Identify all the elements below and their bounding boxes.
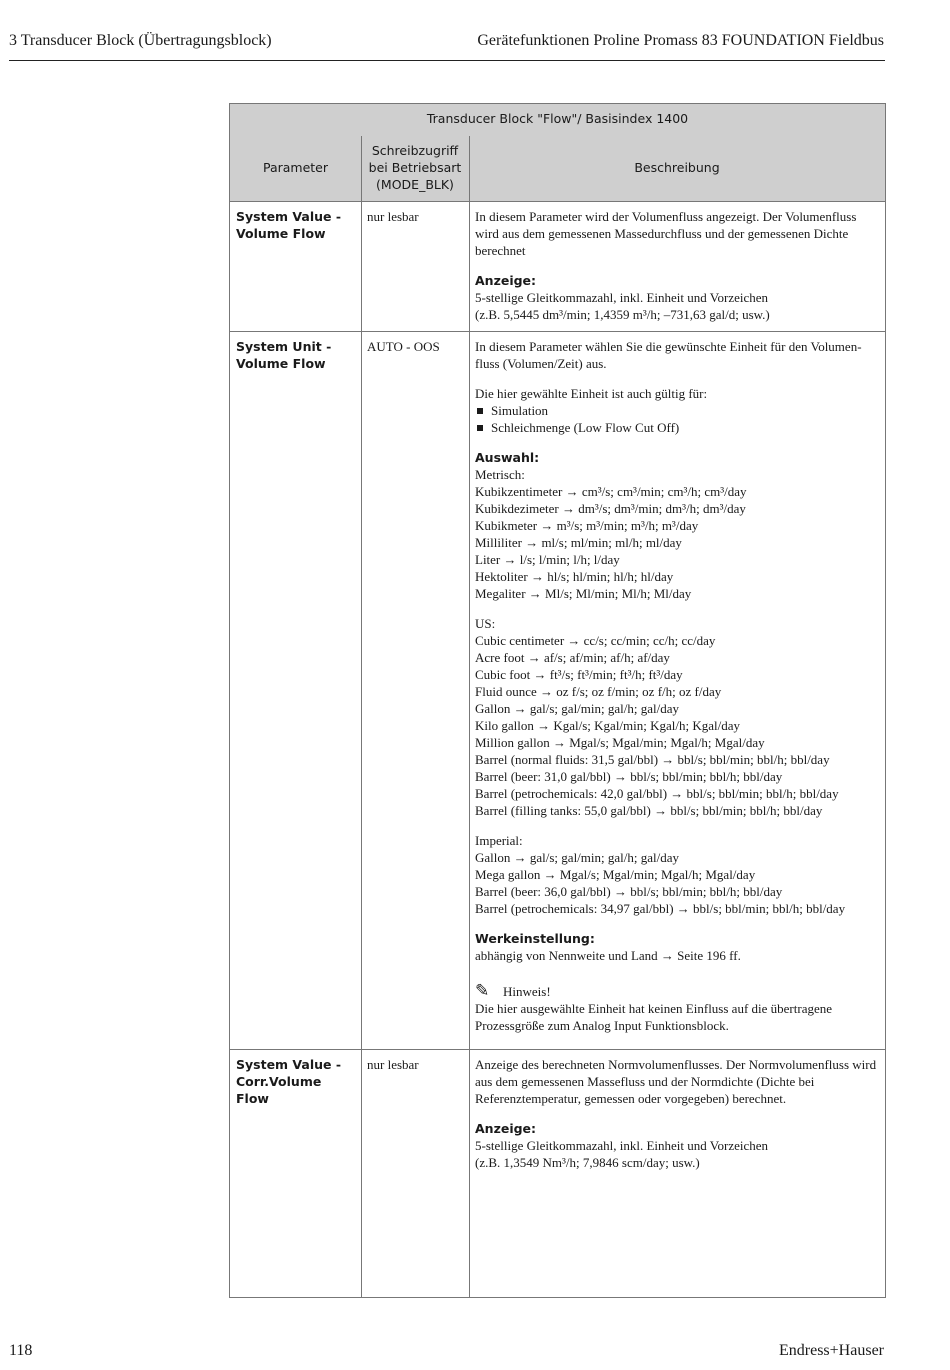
param-name: [236, 208, 358, 242]
unit-line: Cubic foot → ft³/s; ft³/min; ft³/h; ft³/day: [475, 667, 683, 682]
unit-line: Kubikmeter → m³/s; m³/min; m³/h; m³/day: [475, 518, 699, 533]
description-text: Anzeige des berechneten Normvolumenflusses. Der Normvolumenfluss wird aus dem gemessenen Massefluss und der Normdichte (Dichte bei Referenztemperatur, gemessen oder vorgegeben) berechnet.: [475, 1057, 877, 1106]
unit-line: Mega gallon → Mgal/s; Mgal/min; Mgal/h; Mgal/day: [475, 867, 756, 882]
unit-line: Megaliter → Ml/s; Ml/min; Ml/h; Ml/day: [475, 586, 692, 601]
unit-line: Million gallon → Mgal/s; Mgal/min; Mgal/h; Mgal/day: [475, 735, 765, 750]
param-name: [236, 338, 358, 372]
display-label: Anzeige:: [475, 1121, 537, 1136]
selection-label: Auswahl:: [475, 450, 540, 465]
col-header-access-line: Schreibzugriff: [371, 143, 459, 158]
bullet-text: Simulation: [491, 403, 549, 418]
unit-line: Gallon → gal/s; gal/min; gal/h; gal/day: [475, 701, 679, 716]
unit-line: Barrel (normal fluids: 31,5 gal/bbl) → bbl/s; bbl/min; bbl/h; bbl/day: [475, 752, 830, 767]
table-title: Transducer Block "Flow"/ Basisindex 1400: [426, 111, 689, 126]
unit-line: Acre foot → af/s; af/min; af/h; af/day: [475, 650, 670, 665]
unit-line: Kubikdezimeter → dm³/s; dm³/min; dm³/h; dm³/day: [475, 501, 746, 516]
description-text: In diesem Parameter wird der Volumenfluss angezeigt. Der Volumenfluss wird aus dem gemessenen Massedurchfluss und der gemessenen Dichte berechnet: [475, 209, 857, 258]
display-text: 5-stellige Gleitkommazahl, inkl. Einheit und Vorzeichen: [475, 290, 769, 305]
param-description: [475, 208, 880, 323]
description-text: Die hier gewählte Einheit ist auch gültig für:: [475, 386, 708, 401]
unit-line: Milliliter → ml/s; ml/min; ml/h; ml/day: [475, 535, 682, 550]
param-name: [236, 1056, 358, 1107]
col-header-access: [361, 142, 469, 193]
unit-line: Metrisch:: [475, 467, 525, 482]
bullet-item: [475, 419, 880, 436]
display-example: (z.B. 5,5445 dm³/min; 1,4359 m³/h; –731,63 gal/d; usw.): [475, 307, 770, 322]
param-access: nur lesbar: [367, 1057, 419, 1072]
col-header-description: Beschreibung: [634, 160, 720, 175]
default-value: abhängig von Nennweite und Land → Seite 196 ff.: [475, 948, 741, 963]
unit-line: Barrel (beer: 31,0 gal/bbl) → bbl/s; bbl/min; bbl/h; bbl/day: [475, 769, 783, 784]
unit-line: Barrel (petrochemicals: 34,97 gal/bbl) → bbl/s; bbl/min; bbl/h; bbl/day: [475, 901, 846, 916]
header-rule: [9, 60, 885, 61]
pencil-note-icon: ✎: [475, 981, 490, 1000]
bullet-item: [475, 402, 880, 419]
row-divider: [230, 1049, 885, 1050]
param-name-line: System Unit -: [236, 339, 332, 354]
param-name-line: System Value -: [236, 209, 342, 224]
unit-line: Imperial:: [475, 833, 523, 848]
running-header-title: Gerätefunktionen Proline Promass 83 FOUNDATION Fieldbus: [477, 32, 884, 49]
unit-line: Barrel (petrochemicals: 42,0 gal/bbl) → bbl/s; bbl/min; bbl/h; bbl/day: [475, 786, 839, 801]
column-divider: [469, 201, 470, 1297]
parameter-table: [229, 103, 886, 1298]
param-description: [475, 338, 880, 1034]
unit-line: Cubic centimeter → cc/s; cc/min; cc/h; cc/day: [475, 633, 716, 648]
running-header-section: 3 Transducer Block (Übertragungsblock): [9, 32, 272, 49]
brand-name: Endress+Hauser: [779, 1342, 884, 1359]
param-description: [475, 1056, 880, 1171]
bullet-square-icon: [477, 425, 483, 431]
unit-line: Barrel (beer: 36,0 gal/bbl) → bbl/s; bbl/min; bbl/h; bbl/day: [475, 884, 783, 899]
col-header-access-line: (MODE_BLK): [376, 177, 454, 192]
display-label: Anzeige:: [475, 273, 537, 288]
param-name-line: Volume Flow: [236, 356, 326, 371]
note-heading: [475, 982, 880, 1000]
col-header-parameter: Parameter: [262, 160, 329, 175]
row-divider: [230, 331, 885, 332]
note-text: Die hier ausgewählte Einheit hat keinen Einfluss auf die übertragene Prozessgröße zum Analog Input Funktionsblock.: [475, 1001, 833, 1033]
unit-line: US:: [475, 616, 496, 631]
param-name-line: Volume Flow: [236, 226, 326, 241]
unit-line: Kilo gallon → Kgal/s; Kgal/min; Kgal/h; Kgal/day: [475, 718, 741, 733]
param-access: nur lesbar: [367, 209, 419, 224]
unit-line: Hektoliter → hl/s; hl/min; hl/h; hl/day: [475, 569, 674, 584]
description-text: In diesem Parameter wählen Sie die gewünschte Einheit für den Volumen-fluss (Volumen/Zeit) aus.: [475, 339, 862, 371]
page-number: 118: [9, 1342, 33, 1359]
param-name-line: Corr.Volume Flow: [236, 1074, 322, 1106]
unit-line: Barrel (filling tanks: 55,0 gal/bbl) → bbl/s; bbl/min; bbl/h; bbl/day: [475, 803, 823, 818]
param-name-line: System Value -: [236, 1057, 342, 1072]
unit-line: Kubikzentimeter → cm³/s; cm³/min; cm³/h; cm³/day: [475, 484, 747, 499]
col-header-access-line: bei Betriebsart: [368, 160, 462, 175]
param-access: AUTO - OOS: [367, 339, 440, 354]
display-text: 5-stellige Gleitkommazahl, inkl. Einheit und Vorzeichen: [475, 1138, 769, 1153]
default-label: Werkeinstellung:: [475, 931, 595, 946]
display-example: (z.B. 1,3549 Nm³/h; 7,9846 scm/day; usw.): [475, 1155, 700, 1170]
bullet-text: Schleichmenge (Low Flow Cut Off): [491, 420, 680, 435]
unit-line: Fluid ounce → oz f/s; oz f/min; oz f/h; oz f/day: [475, 684, 722, 699]
table-header: [230, 104, 885, 202]
note-title: Hinweis!: [503, 984, 551, 999]
bullet-square-icon: [477, 408, 483, 414]
unit-line: Gallon → gal/s; gal/min; gal/h; gal/day: [475, 850, 679, 865]
column-divider: [361, 201, 362, 1297]
unit-line: Liter → l/s; l/min; l/h; l/day: [475, 552, 620, 567]
